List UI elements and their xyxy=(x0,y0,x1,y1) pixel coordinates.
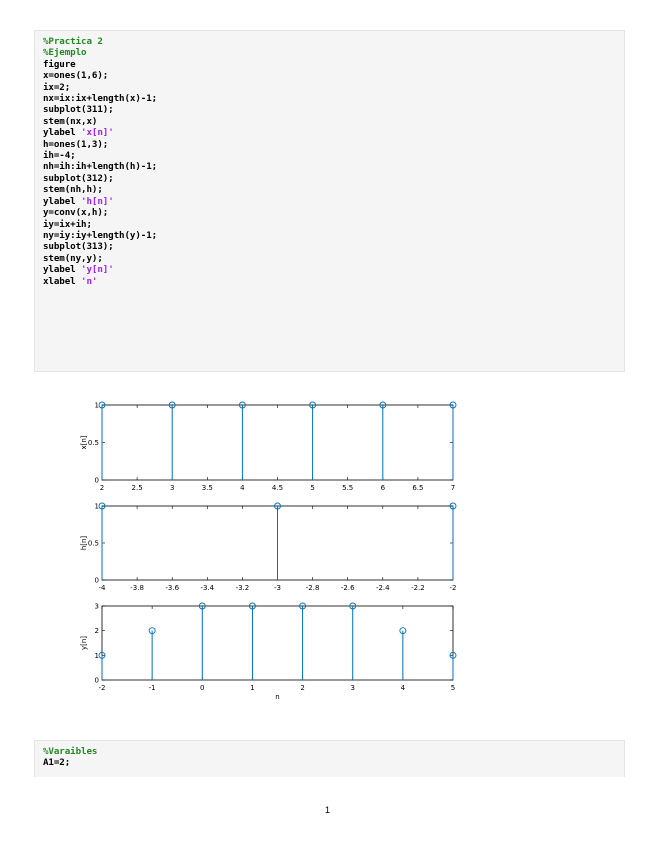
code-line xyxy=(43,47,624,58)
x-tick-label: 2 xyxy=(300,684,305,692)
x-tick-label: -3.2 xyxy=(235,584,250,592)
code-line xyxy=(43,82,624,93)
y-axis-label: x[n] xyxy=(80,435,88,450)
x-tick-label: 0 xyxy=(200,684,205,692)
code-line xyxy=(43,173,624,184)
x-tick-label: 3 xyxy=(169,484,175,492)
x-tick-label: 3.5 xyxy=(201,484,213,492)
x-tick-label: -2 xyxy=(98,684,106,692)
code-block-variables xyxy=(34,740,625,777)
code-string: 'y[n]' xyxy=(81,264,114,276)
code-line xyxy=(43,127,624,138)
y-tick-label: 2 xyxy=(94,627,99,636)
x-tick-label: -3.4 xyxy=(200,584,215,592)
code-line xyxy=(43,93,624,104)
y-tick-label: 0 xyxy=(94,676,99,685)
code-text: subplot(311); xyxy=(43,104,114,116)
x-tick-label: -2 xyxy=(449,584,457,592)
code-line xyxy=(43,253,624,264)
code-comment: %Varaibles xyxy=(43,746,98,757)
x-tick-label: 2 xyxy=(99,484,105,492)
y-tick-label: 0.5 xyxy=(87,539,99,548)
code-line xyxy=(43,207,624,218)
axes-box xyxy=(102,606,453,680)
x-tick-label: -2.2 xyxy=(411,584,425,592)
code-text: ny=iy:iy+length(y)-1; xyxy=(43,229,158,241)
code-text: figure xyxy=(43,58,76,70)
x-tick-label: -2.8 xyxy=(305,584,320,592)
x-tick-label: 6.5 xyxy=(412,484,424,492)
y-axis-label: h[n] xyxy=(80,535,88,551)
x-tick-label: 4 xyxy=(400,684,406,692)
y-tick-label: 0 xyxy=(94,476,99,485)
y-tick-label: 0 xyxy=(94,576,99,585)
x-tick-label: 4.5 xyxy=(271,484,284,492)
code-text: stem(nh,h); xyxy=(43,184,103,196)
x-tick-label: 7 xyxy=(450,484,456,492)
code-line xyxy=(43,116,624,127)
code-line xyxy=(43,70,624,81)
code-line xyxy=(43,196,624,207)
y-tick-label: 0.5 xyxy=(87,439,99,447)
code-line xyxy=(43,276,624,287)
code-line xyxy=(43,230,624,241)
code-string: 'x[n]' xyxy=(81,127,114,139)
code-string: 'n' xyxy=(81,275,98,287)
x-tick-label: 1 xyxy=(250,684,255,692)
y-tick-label: 3 xyxy=(94,602,99,611)
code-text: ylabel xyxy=(43,127,82,139)
code-text: stem(ny,y); xyxy=(43,252,103,264)
code-text: ix=2; xyxy=(43,81,71,93)
x-tick-label: 6 xyxy=(380,484,386,492)
x-axis-label: n xyxy=(275,693,280,701)
x-tick-label: 3 xyxy=(350,684,355,692)
code-string: 'h[n]' xyxy=(81,195,114,207)
code-line xyxy=(43,139,624,150)
code-line xyxy=(43,161,624,172)
code-text: ih=-4; xyxy=(43,150,76,162)
x-tick-label: -3.8 xyxy=(130,584,144,592)
code-line xyxy=(43,104,624,115)
code-text: A1=2; xyxy=(43,757,71,769)
x-tick-label: -2.4 xyxy=(375,584,390,592)
stem-figure xyxy=(70,390,480,710)
y-axis-label: y[n] xyxy=(80,635,88,651)
x-tick-label: 2.5 xyxy=(131,484,143,492)
axes-box xyxy=(102,405,453,480)
code-comment: %Ejemplo xyxy=(43,47,87,59)
page-number: 1 xyxy=(324,805,330,815)
code-text: h=ones(1,3); xyxy=(43,138,109,150)
code-text: xlabel xyxy=(43,275,82,287)
y-tick-label: 1 xyxy=(94,651,99,660)
code-text: y=conv(x,h); xyxy=(43,207,109,219)
code-block-main xyxy=(34,30,625,372)
code-text: ylabel xyxy=(43,264,82,276)
code-text: nh=ih:ih+length(h)-1; xyxy=(43,161,158,173)
code-text: subplot(313); xyxy=(43,241,114,253)
code-line xyxy=(43,36,624,47)
y-tick-label: 1 xyxy=(94,401,99,410)
code-line xyxy=(43,59,624,70)
code-text: x=ones(1,6); xyxy=(43,70,109,82)
code-line xyxy=(43,150,624,161)
x-tick-label: -3 xyxy=(274,584,281,592)
code-line xyxy=(43,757,624,768)
y-tick-label: 1 xyxy=(94,502,99,511)
x-tick-label: -2.6 xyxy=(340,584,355,592)
code-text: nx=ix:ix+length(x)-1; xyxy=(43,93,158,105)
code-comment: %Practica 2 xyxy=(43,36,103,47)
code-line xyxy=(43,184,624,195)
code-line xyxy=(43,264,624,275)
x-tick-label: 4 xyxy=(240,484,245,492)
code-line xyxy=(43,746,624,757)
code-text: iy=ix+ih; xyxy=(43,218,92,230)
x-tick-label: 5 xyxy=(310,484,315,492)
x-tick-label: -4 xyxy=(98,584,106,592)
code-text: stem(nx,x) xyxy=(43,115,98,127)
code-text: ylabel xyxy=(43,195,82,207)
x-tick-label: 5 xyxy=(450,684,456,692)
code-text: subplot(312); xyxy=(43,172,114,184)
x-tick-label: 5.5 xyxy=(342,484,354,492)
x-tick-label: -1 xyxy=(148,684,156,692)
x-tick-label: -3.6 xyxy=(165,584,180,592)
code-line xyxy=(43,241,624,252)
code-line xyxy=(43,219,624,230)
